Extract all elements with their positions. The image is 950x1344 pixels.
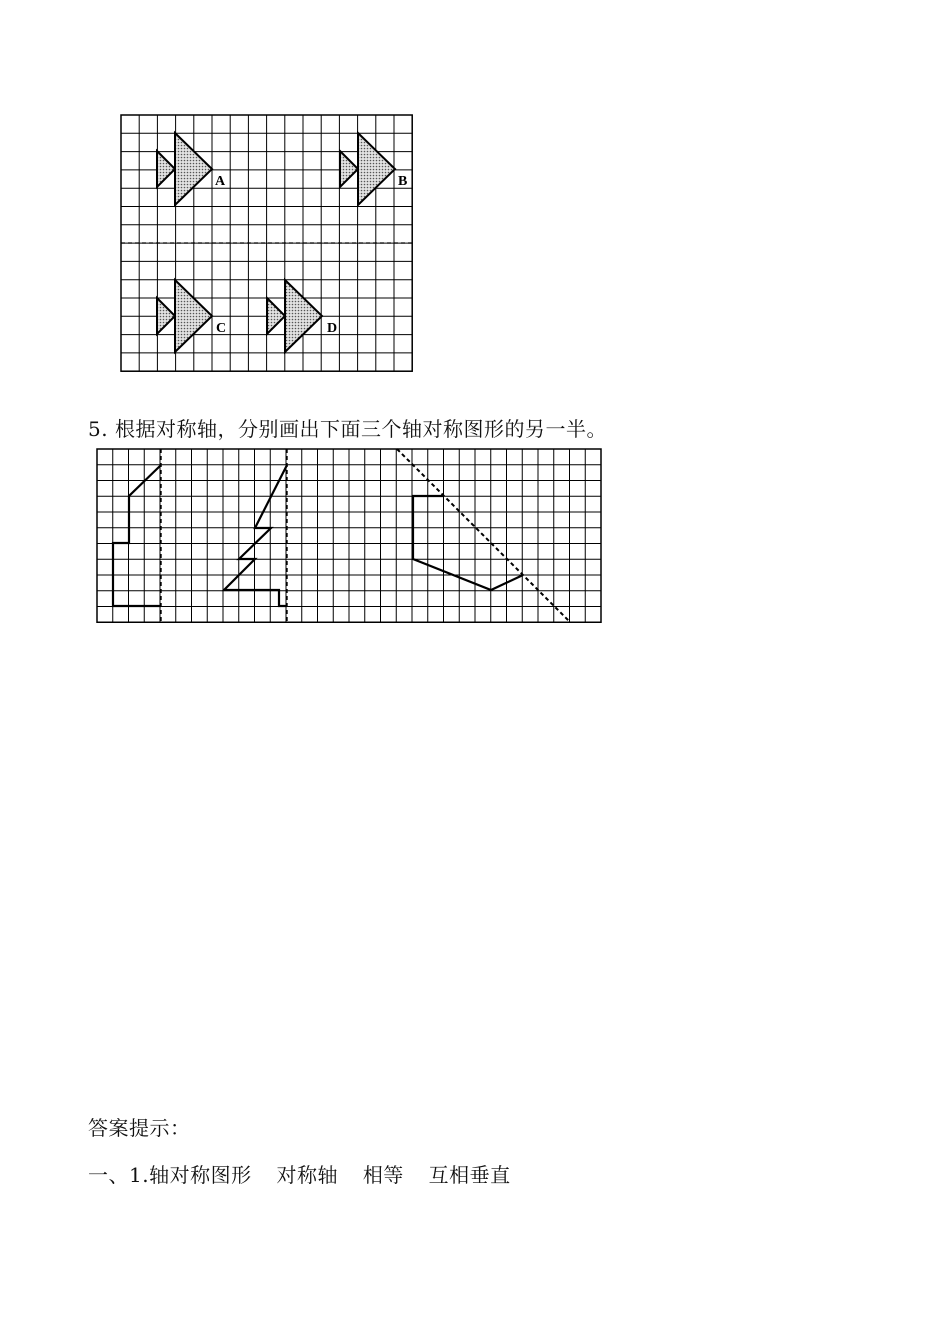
half-shape-1 xyxy=(113,465,161,606)
answers-heading: 答案提示： xyxy=(88,1116,191,1140)
answer-item-4: 互相垂直 xyxy=(428,1163,511,1187)
label-a: A xyxy=(215,174,226,189)
shape-d-small-triangle xyxy=(267,298,285,334)
answer-item-3: 相等 xyxy=(362,1163,404,1187)
label-b: B xyxy=(398,174,408,189)
answer-item-1: 轴对称图形 xyxy=(149,1163,252,1187)
shape-b-small-triangle xyxy=(340,151,358,187)
answer-prefix: 一、1. xyxy=(88,1163,150,1187)
symmetry-axis-3 xyxy=(397,449,570,622)
answers-line-1 xyxy=(88,1159,511,1188)
figure-triangles-grid xyxy=(0,0,950,400)
question-5 xyxy=(88,413,607,442)
label-c: C xyxy=(216,321,227,336)
question-5-text: 根据对称轴，分别画出下面三个轴对称图形的另一半。 xyxy=(114,417,607,441)
half-shape-2 xyxy=(224,465,287,606)
grid-2 xyxy=(97,449,601,622)
figure-symmetry-grid xyxy=(0,440,950,640)
label-d: D xyxy=(327,321,338,336)
shape-a-small-triangle xyxy=(157,151,175,187)
shape-b-large-triangle xyxy=(358,133,395,205)
answer-item-2: 对称轴 xyxy=(276,1163,338,1187)
question-5-number: 5. xyxy=(88,417,109,441)
shape-c-small-triangle xyxy=(157,298,175,334)
